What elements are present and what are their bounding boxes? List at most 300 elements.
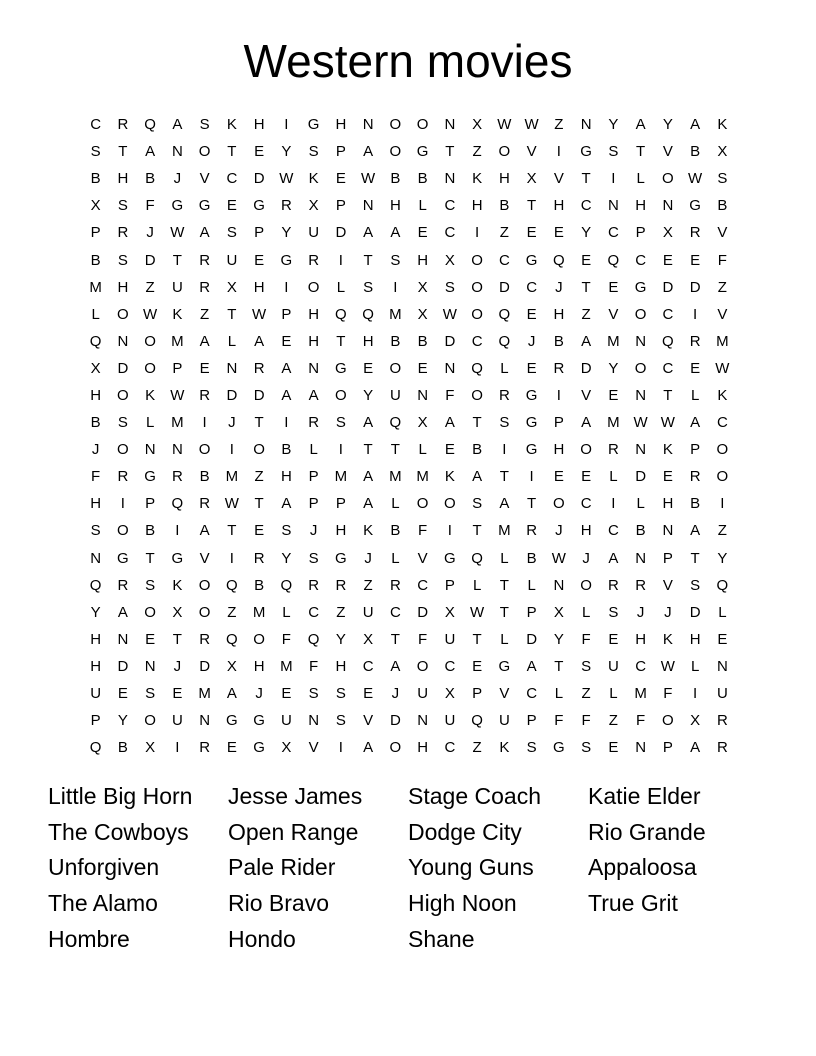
grid-letter-r15c7: T [254,495,264,513]
grid-letter-r14c9: P [308,468,319,486]
grid-letter-r5c1: P [90,224,101,242]
grid-letter-r23c14: U [444,712,456,730]
grid-letter-r6c2: S [117,251,128,269]
grid-letter-r10c24: W [715,359,730,377]
grid-letter-r21c18: T [554,657,564,675]
grid-letter-r18c8: Q [280,576,293,594]
word-list-column-3 [408,779,588,957]
grid-letter-r7c6: X [226,278,237,296]
grid-letter-r4c16: B [499,197,510,215]
word-item: Jesse James [228,783,363,810]
grid-letter-r1c13: O [416,116,429,134]
word-item: The Alamo [48,890,158,917]
grid-letter-r7c24: Z [717,278,727,296]
grid-letter-r19c14: X [444,603,455,621]
grid-letter-r15c13: O [416,495,429,513]
grid-letter-r24c12: O [389,739,402,757]
grid-letter-r7c12: I [393,278,398,296]
grid-letter-r4c13: L [418,197,427,215]
grid-letter-r3c2: H [117,170,129,188]
grid-letter-r10c23: E [690,359,701,377]
grid-letter-r21c11: C [362,657,374,675]
grid-letter-r18c11: Z [363,576,373,594]
grid-letter-r16c9: J [309,522,318,540]
grid-letter-r1c9: G [307,116,320,134]
word-item: Appaloosa [588,854,697,881]
grid-letter-r5c11: A [363,224,374,242]
grid-letter-r5c16: Z [499,224,509,242]
grid-letter-r12c14: A [444,414,455,432]
grid-letter-r8c7: W [252,305,267,323]
word-item: Rio Bravo [228,890,329,917]
grid-letter-r18c22: V [662,576,673,594]
grid-letter-r15c5: R [199,495,211,513]
grid-letter-r6c22: E [662,251,673,269]
grid-letter-r18c2: R [117,576,129,594]
grid-letter-r21c21: C [635,657,647,675]
grid-letter-r15c4: Q [171,495,184,513]
grid-letter-r19c7: M [252,603,266,621]
grid-letter-r22c20: L [609,685,618,703]
grid-letter-r5c20: C [607,224,619,242]
grid-letter-r2c8: Y [281,143,292,161]
grid-letter-r11c11: Y [363,386,374,404]
grid-letter-r3c19: T [581,170,591,188]
grid-letter-r21c5: D [199,657,211,675]
grid-letter-r3c24: S [717,170,728,188]
grid-letter-r3c10: E [335,170,346,188]
grid-letter-r2c20: S [608,143,619,161]
grid-letter-r10c4: P [172,359,183,377]
grid-letter-r15c16: A [499,495,510,513]
grid-letter-r23c6: G [226,712,238,730]
grid-letter-r12c20: M [607,414,620,432]
word-list-column-4 [588,779,768,957]
grid-letter-r19c15: W [470,603,485,621]
grid-letter-r6c3: D [144,251,156,269]
grid-letter-r23c23: X [690,712,701,730]
grid-letter-r9c15: C [471,332,483,350]
grid-letter-r2c12: O [389,143,402,161]
grid-letter-r11c14: F [445,386,455,404]
grid-letter-r4c12: H [389,197,401,215]
grid-letter-r20c24: E [717,630,728,648]
grid-letter-r11c2: O [117,386,129,404]
grid-letter-r14c2: R [117,468,129,486]
grid-letter-r16c14: I [447,522,452,540]
grid-letter-r22c10: S [335,685,346,703]
grid-letter-r19c9: C [308,603,320,621]
grid-letter-r23c12: D [389,712,401,730]
grid-letter-r1c7: H [253,116,265,134]
grid-letter-r7c3: Z [145,278,155,296]
grid-letter-r15c18: O [553,495,565,513]
grid-letter-r22c21: M [634,685,647,703]
grid-letter-r10c11: E [363,359,374,377]
grid-letter-r21c23: L [690,657,700,675]
grid-letter-r4c7: G [253,197,265,215]
grid-letter-r11c20: E [608,386,619,404]
grid-letter-r2c6: T [227,143,237,161]
grid-letter-r16c1: S [90,522,101,540]
grid-letter-r4c20: N [607,197,619,215]
grid-letter-r14c7: Z [254,468,264,486]
grid-letter-r1c22: Y [662,116,673,134]
grid-letter-r6c14: X [444,251,455,269]
grid-letter-r15c6: W [224,495,239,513]
grid-letter-r11c8: A [281,386,292,404]
grid-letter-r7c9: O [307,278,320,296]
grid-letter-r11c12: U [389,386,401,404]
grid-letter-r9c7: A [254,332,265,350]
word-item: Katie Elder [588,783,701,810]
grid-letter-r12c10: S [335,414,346,432]
grid-letter-r22c9: S [308,685,319,703]
grid-letter-r21c16: G [498,657,511,675]
grid-letter-r17c12: L [391,549,400,567]
grid-letter-r21c20: U [607,657,619,675]
grid-letter-r15c14: O [444,495,456,513]
grid-letter-r10c15: Q [471,359,483,377]
grid-letter-r4c5: G [198,197,211,215]
grid-letter-r1c1: C [90,116,102,134]
grid-letter-r6c23: E [690,251,701,269]
grid-letter-r18c24: Q [716,576,729,594]
grid-letter-r23c13: N [417,712,429,730]
page-title: Western movies [243,35,573,87]
grid-letter-r1c11: N [362,116,374,134]
grid-letter-r24c2: B [117,739,128,757]
grid-letter-r13c7: O [253,441,265,459]
word-item: Little Big Horn [48,783,193,810]
grid-letter-r10c17: E [526,359,537,377]
grid-letter-r10c10: G [335,359,347,377]
grid-letter-r10c8: A [281,359,292,377]
grid-letter-r23c2: Y [117,712,128,730]
grid-letter-r22c8: E [281,685,292,703]
grid-letter-r4c6: E [226,197,237,215]
word-item: Open Range [228,818,359,845]
grid-letter-r18c4: K [172,576,183,594]
word-item: Young Guns [408,854,534,881]
grid-letter-r17c3: T [145,549,155,567]
grid-letter-r15c24: I [720,495,725,513]
grid-letter-r14c23: R [689,468,701,486]
grid-letter-r4c22: N [662,197,674,215]
grid-letter-r17c4: G [171,549,184,567]
word-item: Pale Rider [228,854,336,881]
grid-letter-r15c22: H [662,495,674,513]
grid-letter-r17c5: V [199,549,210,567]
grid-letter-r23c4: U [171,712,183,730]
grid-letter-r20c16: L [500,630,509,648]
grid-letter-r7c18: J [555,278,563,296]
grid-letter-r13c2: O [117,441,129,459]
grid-letter-r17c18: W [551,549,566,567]
grid-letter-r7c17: C [526,278,538,296]
grid-letter-r19c12: C [389,603,401,621]
grid-letter-r2c11: A [363,143,374,161]
grid-letter-r13c16: I [502,441,507,459]
grid-letter-r3c9: K [308,170,319,188]
grid-letter-r21c8: M [280,657,293,675]
grid-letter-r14c3: G [144,468,156,486]
grid-letter-r7c11: S [363,278,374,296]
grid-letter-r17c16: L [500,549,509,567]
grid-letter-r9c2: N [117,332,129,350]
grid-letter-r20c12: T [390,630,400,648]
grid-letter-r23c18: F [554,712,564,730]
grid-letter-r15c10: P [335,495,346,513]
grid-letter-r22c14: X [444,685,455,703]
grid-letter-r7c23: D [689,278,701,296]
grid-letter-r11c24: K [717,386,728,404]
grid-letter-r6c20: Q [607,251,620,269]
grid-letter-r21c4: J [173,657,182,675]
grid-letter-r16c7: E [254,522,265,540]
grid-letter-r8c6: T [227,305,237,323]
grid-letter-r4c19: C [580,197,592,215]
grid-letter-r8c15: O [471,305,483,323]
grid-letter-r21c24: N [716,657,728,675]
grid-letter-r7c14: S [444,278,455,296]
grid-letter-r8c14: W [442,305,457,323]
grid-letter-r13c3: N [144,441,156,459]
grid-letter-r5c18: E [553,224,564,242]
grid-letter-r14c24: O [716,468,729,486]
grid-letter-r24c7: G [253,739,265,757]
grid-letter-r17c17: B [526,549,537,567]
grid-letter-r8c1: L [91,305,100,323]
grid-letter-r13c9: L [309,441,318,459]
grid-letter-r15c3: P [145,495,156,513]
grid-letter-r19c19: L [581,603,591,621]
grid-letter-r16c19: H [580,522,592,540]
grid-letter-r14c11: A [363,468,374,486]
grid-letter-r18c23: S [690,576,701,594]
grid-letter-r10c7: R [253,359,265,377]
grid-letter-r4c24: B [717,197,728,215]
grid-letter-r18c10: R [335,576,347,594]
grid-letter-r8c9: H [308,305,320,323]
grid-letter-r2c10: P [335,143,346,161]
grid-letter-r7c7: H [253,278,265,296]
grid-letter-r13c18: H [553,441,565,459]
grid-letter-r18c7: B [254,576,265,594]
grid-letter-r1c16: W [497,116,512,134]
grid-letter-r16c16: M [498,522,511,540]
grid-letter-r24c1: Q [89,739,102,757]
grid-letter-r15c21: L [636,495,645,513]
grid-letter-r14c10: M [334,468,348,486]
word-list-column-1 [48,779,228,957]
grid-letter-r14c18: E [553,468,564,486]
grid-letter-r13c19: O [580,441,592,459]
grid-letter-r5c17: E [526,224,537,242]
grid-letter-r4c1: X [90,197,101,215]
grid-letter-r15c15: S [472,495,483,513]
grid-letter-r16c21: B [635,522,646,540]
grid-letter-r20c6: Q [226,630,238,648]
grid-letter-r20c19: F [581,630,591,648]
grid-letter-r3c7: D [253,170,265,188]
word-item: Shane [408,925,475,952]
grid-letter-r16c6: T [227,522,237,540]
grid-letter-r2c7: E [254,143,265,161]
grid-letter-r8c20: V [608,305,619,323]
grid-letter-r11c9: A [308,386,319,404]
grid-letter-r9c5: A [199,332,210,350]
grid-letter-r1c15: X [472,116,483,134]
grid-letter-r8c12: M [389,305,402,323]
grid-letter-r12c19: A [581,414,592,432]
grid-letter-r7c8: I [284,278,289,296]
grid-letter-r17c23: T [690,549,700,567]
grid-letter-r17c21: N [635,549,647,567]
grid-letter-r3c1: B [90,170,101,188]
grid-letter-r18c16: T [499,576,509,594]
grid-letter-r19c20: S [608,603,619,621]
grid-letter-r1c5: S [199,116,210,134]
grid-letter-r18c9: R [308,576,320,594]
grid-letter-r10c5: E [199,359,210,377]
grid-letter-r11c13: N [417,386,429,404]
grid-letter-r1c12: O [389,116,402,134]
grid-letter-r22c16: V [499,685,510,703]
grid-letter-r12c18: P [553,414,564,432]
grid-letter-r9c13: B [417,332,428,350]
grid-letter-r18c18: N [553,576,565,594]
grid-letter-r3c16: H [498,170,510,188]
grid-letter-r9c6: L [227,332,237,350]
grid-letter-r8c22: C [662,305,674,323]
grid-letter-r3c4: J [173,170,182,188]
grid-letter-r20c17: D [526,630,538,648]
grid-letter-r5c12: A [390,224,401,242]
grid-letter-r14c15: A [472,468,483,486]
grid-letter-r18c20: R [607,576,619,594]
grid-letter-r6c16: C [498,251,510,269]
grid-letter-r11c17: G [525,386,538,404]
grid-letter-r12c23: A [690,414,701,432]
grid-letter-r6c17: G [525,251,538,269]
grid-letter-r24c16: K [499,739,510,757]
grid-letter-r19c13: D [417,603,429,621]
grid-letter-r8c2: O [117,305,129,323]
grid-letter-r12c15: T [472,414,482,432]
grid-letter-r5c7: P [254,224,265,242]
grid-letter-r10c12: O [389,359,402,377]
grid-letter-r23c16: U [498,712,510,730]
grid-letter-r10c13: E [417,359,428,377]
grid-letter-r11c1: H [90,386,102,404]
grid-letter-r22c7: J [255,685,263,703]
grid-letter-r19c1: Y [90,603,101,621]
grid-letter-r23c15: Q [471,712,483,730]
grid-letter-r8c3: W [143,305,158,323]
grid-letter-r13c12: T [390,441,400,459]
grid-letter-r17c19: J [582,549,590,567]
grid-letter-r12c16: S [499,414,510,432]
grid-letter-r22c4: E [172,685,183,703]
grid-letter-r24c4: I [175,739,180,757]
grid-letter-r1c21: A [635,116,646,134]
grid-letter-r1c2: R [117,116,129,134]
grid-letter-r13c11: T [363,441,373,459]
grid-letter-r17c24: Y [717,549,728,567]
grid-letter-r5c6: S [226,224,237,242]
grid-letter-r17c13: V [417,549,428,567]
grid-letter-r10c6: N [226,359,238,377]
grid-letter-r13c17: G [525,441,538,459]
grid-letter-r21c17: A [526,657,537,675]
grid-letter-r16c18: J [555,522,563,540]
grid-letter-r6c5: R [199,251,211,269]
grid-letter-r12c6: J [228,414,236,432]
grid-letter-r6c11: T [363,251,373,269]
grid-letter-r22c19: Z [581,685,591,703]
grid-letter-r18c5: O [198,576,211,594]
grid-letter-r4c23: G [689,197,701,215]
grid-letter-r8c23: I [693,305,698,323]
grid-letter-r22c24: U [716,685,728,703]
grid-letter-r24c13: H [417,739,429,757]
grid-letter-r8c18: H [553,305,565,323]
grid-letter-r7c2: H [117,278,129,296]
grid-letter-r12c7: T [254,414,264,432]
grid-letter-r17c14: G [444,549,456,567]
grid-letter-r8c24: V [717,305,728,323]
grid-letter-r10c22: C [662,359,674,377]
grid-letter-r1c4: A [172,116,183,134]
grid-letter-r19c6: Z [227,603,237,621]
grid-letter-r1c8: I [284,116,289,134]
grid-letter-r21c12: A [390,657,401,675]
grid-letter-r5c22: X [662,224,673,242]
grid-letter-r19c2: A [117,603,128,621]
grid-letter-r2c21: T [636,143,646,161]
grid-letter-r7c5: R [199,278,211,296]
grid-letter-r5c4: W [170,224,185,242]
grid-letter-r7c16: D [498,278,510,296]
grid-letter-r11c5: R [199,386,211,404]
grid-letter-r10c16: L [500,359,509,377]
grid-letter-r24c9: V [308,739,319,757]
grid-letter-r6c7: E [254,251,265,269]
grid-letter-r24c15: Z [472,739,482,757]
grid-letter-r1c20: Y [608,116,619,134]
grid-letter-r11c22: T [663,386,673,404]
grid-letter-r1c18: Z [554,116,564,134]
grid-letter-r4c15: H [471,197,483,215]
grid-letter-r24c14: C [444,739,456,757]
grid-letter-r4c14: C [444,197,456,215]
grid-letter-r13c15: B [472,441,483,459]
grid-letter-r2c24: X [717,143,728,161]
grid-letter-r22c15: P [472,685,483,703]
grid-letter-r11c10: O [335,386,347,404]
grid-letter-r21c10: H [335,657,347,675]
grid-letter-r24c17: S [526,739,537,757]
grid-letter-r10c14: N [444,359,456,377]
grid-letter-r11c3: K [145,386,156,404]
grid-letter-r12c24: C [716,414,728,432]
grid-letter-r13c24: O [716,441,729,459]
grid-letter-r14c21: D [635,468,647,486]
grid-letter-r20c14: U [444,630,456,648]
grid-letter-r23c17: P [526,712,537,730]
grid-letter-r2c18: I [556,143,561,161]
